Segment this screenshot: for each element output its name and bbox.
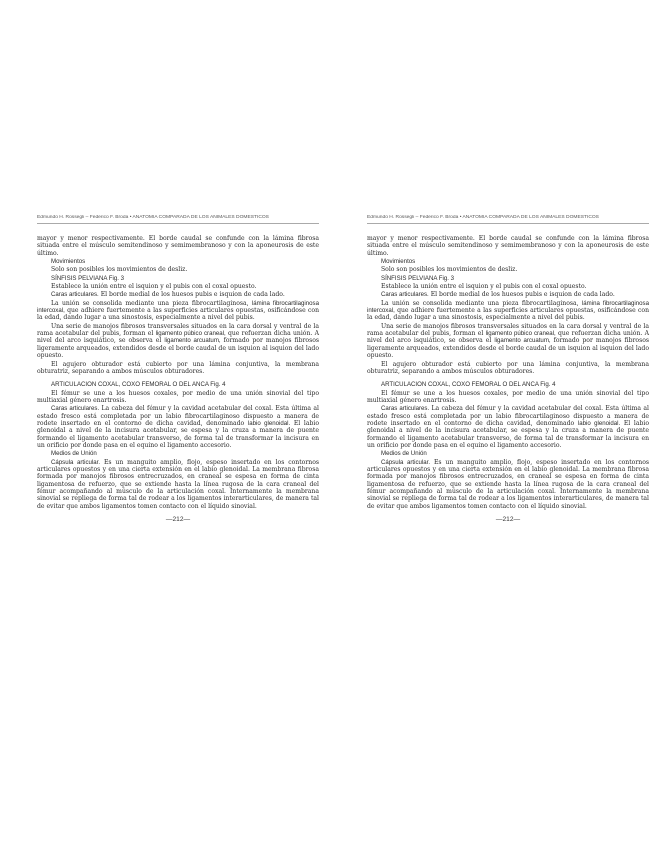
paragraph: El fémur se une a los huesos coxales, por medio de una unión sinovial del tipo multiaxial género enartrosis. — [37, 389, 319, 404]
page-number: —212— — [495, 516, 521, 524]
text-run: El borde medial de los huesos pubis e isquion de cada lado. — [428, 291, 615, 299]
text-run: que adhiere fuertemente a las superficies articulares opuestas, osificándose con la edad, dando lugar a una sinostosis, especialmente a nivel del pubis. — [37, 307, 319, 322]
left-page — [37, 215, 319, 523]
paragraph: El fémur se une a los huesos coxales, por medio de una unión sinovial del tipo multiaxial género enartrosis. — [367, 389, 649, 404]
paragraph: Establece la unión entre el isquion y el pubis con el coxal opuesto. — [381, 283, 587, 291]
text-run: El labio glenoidal a nivel de la incisura acetabular, se espesa y la cruza a manera de puente formando el ligamento acetabular transverso, de forma tal de transformar la incisura en un orificio por donde pasa en el equino el ligamento accesorio. — [37, 419, 319, 449]
run-in-label: Cápsula articular. — [381, 458, 431, 466]
text-run: El borde medial de los huesos pubis e isquion de cada lado. — [98, 291, 285, 299]
heading-articulacion-coxal: ARTICULACION COXAL, COXO FEMORAL O DEL ANCA Fig. 4 — [51, 381, 226, 389]
term: ligamento púbico craneal, — [485, 330, 556, 338]
paragraph — [367, 323, 649, 360]
paragraph: El agujero obturador está cubierto por una lámina conjuntiva, la membrana obturatriz, separando a ambos músculos obturadores. — [37, 360, 319, 375]
text-run: formado por manojos fibrosos ligeramente arqueados, extendidos desde el borde caudal de un isquion al isquion del lado opuesto. — [367, 337, 649, 360]
text-run: formado por manojos fibrosos ligeramente arqueados, extendidos desde el borde caudal de un isquion al isquion del lado opuesto. — [37, 337, 319, 360]
text-run: La cabeza del fémur y la cavidad acetabular del coxal. Esta última al estado fresco está completada por un labio fibrocartilaginoso dispuesto a manera de rodete insertado en el contorno de dicha cavidad, denominado — [37, 405, 319, 427]
text-run: Una serie de manojos fibrosos transversales situados en la cara dorsal y ventral de la rama acetabular del pubis, forman el — [367, 322, 649, 338]
paragraph — [37, 291, 319, 298]
term: ligamento arcuatum, — [494, 337, 551, 345]
term: ligamento arcuatum, — [164, 337, 221, 345]
paragraph — [367, 300, 649, 322]
paragraph: Solo son posibles los movimientos de desliz. — [51, 266, 188, 274]
paragraph: El agujero obturador está cubierto por una lámina conjuntiva, la membrana obturatriz, separando a ambos músculos obturadores. — [367, 360, 649, 375]
text-run: que refuerzan dicha unión. A nivel del arco isquiático, se observa el — [37, 330, 320, 345]
run-in-label: Caras articulares. — [51, 291, 99, 299]
text-run: Es un manguito amplio, flojo, espeso insertado en los contornos articulares opuestos y en una cierta extensión en el labio glenoidal. La membrana fibrosa formada por manojos fibrosos entrecruzados, en craneal se espesa en forma de cinta ligamentosa de refuerzo, que se extiende hasta la línea rugosa de la cara craneal del fémur acompañando al músculo de la articulación coxal. Internamente la membrana sinovial se repliega de forma tal de rodear a los ligamentos interarticulares, de manera tal de evitar que ambos ligamentos tomen contacto con el líquido sinovial. — [37, 458, 319, 510]
paragraph — [367, 291, 649, 298]
text-run: La unión se consolida mediante una pieza fibrocartilaginosa, — [51, 299, 252, 307]
text-run: El labio glenoidal a nivel de la incisura acetabular, se espesa y la cruza a manera de puente formando el ligamento acetabular transverso, de forma tal de transformar la incisura en un orificio por donde pasa en el equino el ligamento accesorio. — [367, 419, 649, 449]
text-run: que refuerzan dicha unión. A nivel del arco isquiático, se observa el — [367, 330, 650, 345]
term: labio glenoidal. — [577, 419, 621, 427]
text-run: La cabeza del fémur y la cavidad acetabular del coxal. Esta última al estado fresco está completada por un labio fibrocartilaginoso dispuesto a manera de rodete insertado en el contorno de dicha cavidad, denominado — [367, 405, 649, 427]
subheading-movimientos: Movimientos — [51, 258, 86, 266]
text-run: Es un manguito amplio, flojo, espeso insertado en los contornos articulares opuestos y en una cierta extensión en el labio glenoidal. La membrana fibrosa formada por manojos fibrosos entrecruzados, en craneal se espesa en forma de cinta ligamentosa de refuerzo, que se extiende hasta la línea rugosa de la cara craneal del fémur acompañando al músculo de la articulación coxal. Internamente la membrana sinovial se repliega de forma tal de rodear a los ligamentos interarticulares, de manera tal de evitar que ambos ligamentos tomen contacto con el líquido sinovial. — [367, 458, 649, 510]
paragraph — [37, 323, 319, 360]
heading-sinfisis-pelviana: SÍNFISIS PELVIANA Fig. 3 — [381, 274, 455, 282]
paragraph: Establece la unión entre el isquion y el pubis con el coxal opuesto. — [51, 283, 257, 291]
heading-articulacion-coxal: ARTICULACION COXAL, COXO FEMORAL O DEL ANCA Fig. 4 — [381, 381, 556, 389]
subheading-movimientos: Movimientos — [381, 258, 416, 266]
subheading-medios-de-union: Medios de Unión — [51, 450, 97, 458]
paragraph — [367, 405, 649, 449]
page-number: —212— — [165, 516, 191, 524]
paragraph — [37, 300, 319, 322]
term: labio glenoidal. — [247, 419, 291, 427]
paragraph — [37, 405, 319, 449]
running-header: Edmundo H. Rossegli – Federico F. Broda • ANATOMIA COMPARADA DE LOS ANIMALES DOMESTICOS — [37, 215, 319, 224]
subheading-medios-de-union: Medios de Unión — [381, 450, 427, 458]
term: lámina fibrocartilaginosa intercoxal, — [367, 299, 649, 315]
paragraph: mayor y menor respectivamente. El borde caudal se confunde con la lámina fibrosa situada entre el músculo semitendinoso y semimembranoso y con la aponeurosis de este último. — [367, 235, 649, 257]
run-in-label: Caras articulares. — [381, 291, 429, 299]
run-in-label: Caras articulares. — [381, 405, 430, 413]
term: lámina fibrocartilaginosa intercoxal, — [37, 299, 319, 315]
text-run: La unión se consolida mediante una pieza fibrocartilaginosa, — [381, 299, 582, 307]
heading-sinfisis-pelviana: SÍNFISIS PELVIANA Fig. 3 — [51, 274, 125, 282]
paragraph — [367, 459, 649, 510]
paragraph — [37, 459, 319, 510]
paragraph: Solo son posibles los movimientos de desliz. — [381, 266, 518, 274]
right-page — [367, 215, 649, 523]
term: ligamento púbico craneal, — [155, 330, 226, 338]
paragraph: mayor y menor respectivamente. El borde caudal se confunde con la lámina fibrosa situada entre el músculo semitendinoso y semimembranoso y con la aponeurosis de este último. — [37, 235, 319, 257]
run-in-label: Cápsula articular. — [51, 458, 101, 466]
running-header: Edmundo H. Rossegli – Federico F. Broda • ANATOMIA COMPARADA DE LOS ANIMALES DOMESTICOS — [367, 215, 649, 224]
text-run: Una serie de manojos fibrosos transversales situados en la cara dorsal y ventral de la rama acetabular del pubis, forman el — [37, 322, 319, 338]
run-in-label: Caras articulares. — [51, 405, 100, 413]
text-run: que adhiere fuertemente a las superficies articulares opuestas, osificándose con la edad, dando lugar a una sinostosis, especialmente a nivel del pubis. — [367, 307, 649, 322]
